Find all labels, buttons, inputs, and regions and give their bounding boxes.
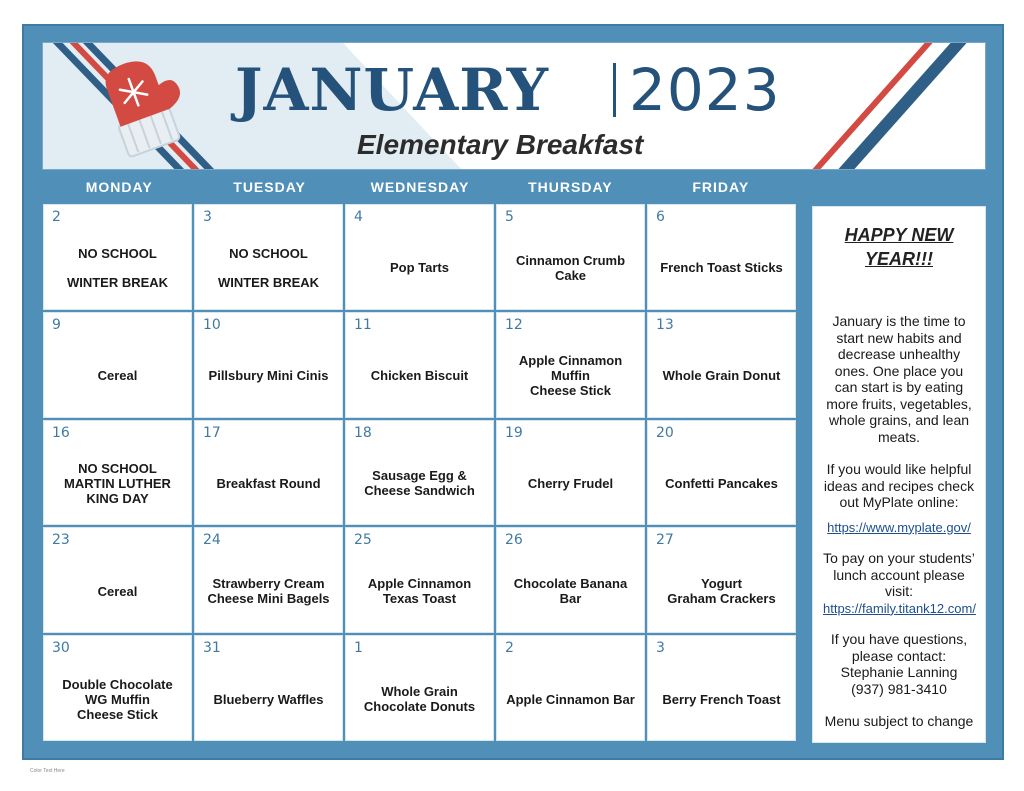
day-number: 3 <box>656 640 665 657</box>
menu-line: Cereal <box>97 368 138 384</box>
day-number: 13 <box>656 316 674 333</box>
menu-line: Cheese Stick <box>530 383 611 399</box>
menu-line: Whole Grain <box>381 684 458 700</box>
day-cell <box>194 527 343 633</box>
day-number: 25 <box>354 532 372 549</box>
weekday-header-row <box>44 176 796 198</box>
menu-item <box>199 233 338 303</box>
day-cell <box>496 420 645 526</box>
day-number: 24 <box>203 532 221 549</box>
day-cell <box>194 420 343 526</box>
day-number: 23 <box>52 532 70 549</box>
menu-line: NO SCHOOL <box>229 245 308 261</box>
menu-item <box>350 664 489 734</box>
day-number: 2 <box>505 640 514 657</box>
day-cell <box>194 312 343 418</box>
menu-subtitle: Elementary Breakfast <box>357 129 644 160</box>
day-cell <box>43 635 192 741</box>
menu-line: KING DAY <box>86 490 149 506</box>
day-number: 3 <box>203 209 212 225</box>
day-number: 1 <box>354 640 363 657</box>
menu-line: WG Muffin <box>85 691 150 707</box>
menu-item <box>652 556 791 626</box>
menu-line: Chocolate Donuts <box>363 699 476 715</box>
menu-item <box>199 556 338 626</box>
day-cell <box>647 527 796 633</box>
menu-line: Berry French Toast <box>662 691 781 707</box>
day-cell <box>43 527 192 633</box>
menu-line: Apple Cinnamon Bar <box>506 691 635 707</box>
menu-line: Strawberry Cream <box>212 576 325 592</box>
menu-line: Cinnamon Crumb <box>515 252 626 268</box>
menu-item <box>350 449 489 519</box>
day-cell <box>647 635 796 741</box>
menu-line: Yogurt <box>701 576 742 592</box>
day-cell <box>43 420 192 526</box>
menu-line: Pillsbury Mini Cinis <box>208 368 329 384</box>
happy-new-year-heading: HAPPY NEW YEAR!!! <box>844 225 954 269</box>
menu-line: Blueberry Waffles <box>213 691 324 707</box>
menu-item <box>199 341 338 411</box>
menu-line: Apple Cinnamon <box>367 576 472 592</box>
menu-line: Chocolate Banana <box>513 576 628 592</box>
menu-line: Sausage Egg & <box>372 468 467 484</box>
calendar-header <box>42 42 986 170</box>
menu-line: Cheese Mini Bagels <box>207 591 330 607</box>
menu-line: Cherry Frudel <box>527 475 614 491</box>
menu-line: Confetti Pancakes <box>665 475 778 491</box>
menu-line: Cheese Sandwich <box>364 483 475 499</box>
day-cell <box>194 635 343 741</box>
disclaimer: Menu subject to change <box>824 713 974 729</box>
menu-line: Cheese Stick <box>77 706 158 722</box>
menu-item <box>501 664 640 734</box>
menu-line: MARTIN LUTHER <box>64 475 171 491</box>
menu-line: Bar <box>559 591 582 607</box>
menu-line: WINTER BREAK <box>217 274 320 290</box>
day-number: 9 <box>52 316 61 333</box>
day-number: 20 <box>656 424 674 441</box>
contact-name: Stephanie Lanning <box>840 664 958 680</box>
menu-item <box>48 556 187 626</box>
menu-item <box>199 664 338 734</box>
myplate-text: If you would like helpful ideas and recipes check out MyPlate online: <box>823 461 975 510</box>
title-divider <box>613 63 616 117</box>
day-number: 18 <box>354 424 372 441</box>
menu-item <box>48 449 187 519</box>
day-cell <box>345 204 494 310</box>
footer-note: Color Text Here <box>30 768 65 774</box>
menu-item <box>501 341 640 411</box>
menu-item <box>652 664 791 734</box>
day-cell <box>43 312 192 418</box>
day-cell <box>345 527 494 633</box>
pay-text: To pay on your students’ lunch account please visit: <box>823 550 975 599</box>
menu-line: Pop Tarts <box>390 260 449 276</box>
month-title: JANUARY <box>235 56 550 124</box>
menu-item <box>652 233 791 303</box>
menu-item <box>48 664 187 734</box>
day-cell <box>647 312 796 418</box>
day-number: 11 <box>354 316 372 333</box>
weekday-label: WEDNESDAY <box>370 179 470 195</box>
day-number: 5 <box>505 209 514 225</box>
day-number: 6 <box>656 209 665 225</box>
menu-line: Chicken Biscuit <box>370 368 469 384</box>
menu-line: Breakfast Round <box>216 475 321 491</box>
day-cell <box>43 204 192 310</box>
weekday-label: FRIDAY <box>692 179 750 195</box>
day-cell <box>647 204 796 310</box>
myplate-link[interactable]: https://www.myplate.gov/ <box>827 519 971 535</box>
menu-line: Graham Crackers <box>667 591 776 607</box>
day-number: 30 <box>52 640 70 657</box>
menu-line: NO SCHOOL <box>78 460 157 476</box>
weekday-label: TUESDAY <box>233 179 306 195</box>
menu-line: Muffin <box>551 368 590 384</box>
contact-text: If you have questions, please contact: <box>830 631 968 664</box>
menu-item <box>350 233 489 303</box>
menu-item <box>48 341 187 411</box>
day-number: 12 <box>505 316 523 333</box>
day-number: 10 <box>203 316 221 333</box>
menu-line: Texas Toast <box>382 591 457 607</box>
menu-item <box>350 341 489 411</box>
year-title: 2023 <box>629 56 781 124</box>
sidebar-note <box>812 206 986 743</box>
day-cell <box>345 420 494 526</box>
menu-item <box>199 449 338 519</box>
weekday-label: THURSDAY <box>528 179 613 195</box>
menu-line: Whole Grain Donut <box>662 368 781 384</box>
menu-item <box>501 233 640 303</box>
calendar-grid <box>43 204 796 741</box>
day-cell <box>496 635 645 741</box>
day-number: 16 <box>52 424 70 441</box>
menu-line: Cereal <box>97 583 138 599</box>
menu-line: NO SCHOOL <box>78 245 157 261</box>
day-cell <box>345 635 494 741</box>
menu-line: Double Chocolate <box>62 676 173 692</box>
day-cell <box>647 420 796 526</box>
day-cell <box>496 527 645 633</box>
menu-item <box>350 556 489 626</box>
day-number: 27 <box>656 532 674 549</box>
menu-line: WINTER BREAK <box>66 274 169 290</box>
intro-text: January is the time to start new habits and decrease unhealthy ones. One place you can start is by eating more fruits, vegetables, whole grains, and lean meats. <box>826 313 972 445</box>
day-number: 19 <box>505 424 523 441</box>
day-cell <box>194 204 343 310</box>
day-number: 17 <box>203 424 221 441</box>
menu-line: Cake <box>554 267 587 283</box>
pay-link[interactable]: https://family.titank12.com/ <box>823 600 976 616</box>
day-number: 31 <box>203 640 221 657</box>
contact-phone: (937) 981-3410 <box>851 680 947 697</box>
menu-line: Apple Cinnamon <box>518 353 623 369</box>
day-number: 2 <box>52 209 61 225</box>
day-number: 26 <box>505 532 523 549</box>
menu-item <box>48 233 187 303</box>
weekday-label: MONDAY <box>85 179 153 195</box>
menu-line: French Toast Sticks <box>660 260 783 276</box>
menu-item <box>501 449 640 519</box>
day-cell <box>345 312 494 418</box>
menu-item <box>652 341 791 411</box>
day-cell <box>496 312 645 418</box>
day-cell <box>496 204 645 310</box>
day-number: 4 <box>354 209 363 225</box>
menu-item <box>501 556 640 626</box>
menu-item <box>652 449 791 519</box>
